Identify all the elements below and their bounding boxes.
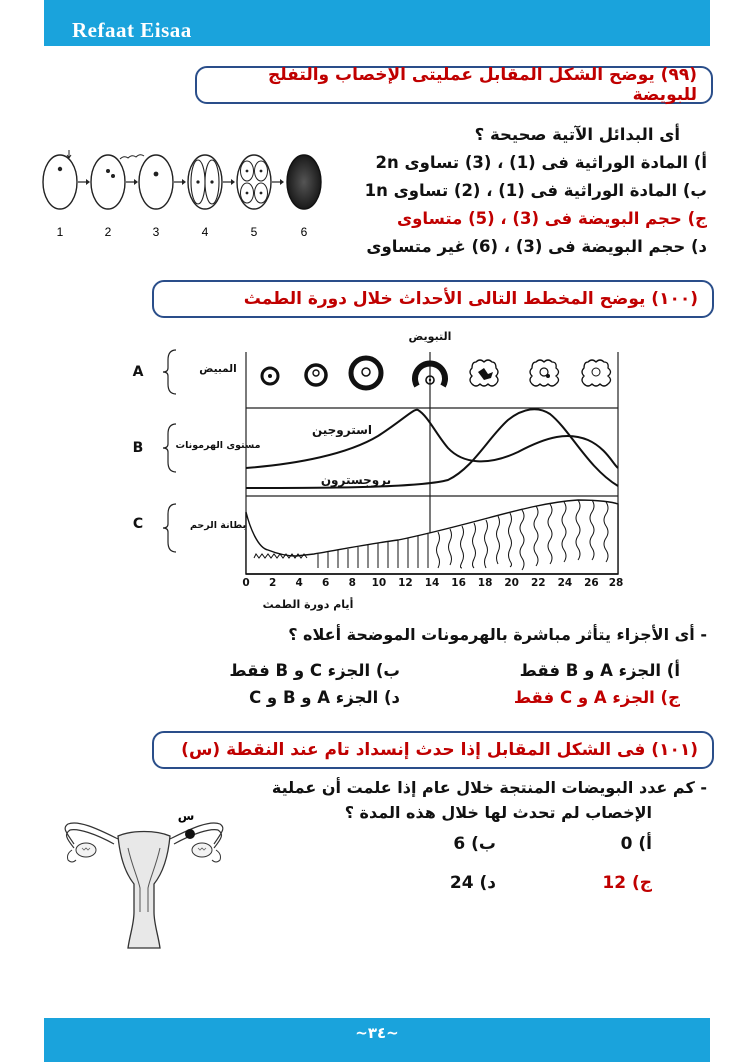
footer-bar bbox=[44, 1018, 710, 1062]
cell-6 bbox=[287, 155, 321, 209]
q99-option-c: ج) حجم البويضة فى (3) ، (5) متساوى bbox=[397, 209, 707, 228]
tick-18: 18 bbox=[477, 577, 493, 589]
tick-26: 26 bbox=[584, 577, 599, 589]
cell-3 bbox=[139, 155, 173, 209]
progesterone-curve bbox=[246, 409, 618, 488]
cell-label-2: 2 bbox=[104, 225, 112, 239]
tick-8: 8 bbox=[348, 577, 356, 589]
ovulation-label: التبويض bbox=[408, 330, 452, 343]
row-label-hormones: مستوى الهرمونات bbox=[175, 440, 261, 451]
cell-label-3: 3 bbox=[152, 225, 160, 239]
row-letter-c: C bbox=[132, 516, 144, 532]
q100-title: (١٠٠) يوضح المخطط التالى الأحداث خلال دورة الطمث bbox=[243, 289, 698, 309]
cell-5 bbox=[237, 155, 271, 209]
q99-prompt: أى البدائل الآتية صحيحة ؟ bbox=[474, 125, 680, 144]
tick-20: 20 bbox=[504, 577, 520, 589]
q101-option-c: ج) 12 bbox=[602, 873, 652, 893]
row-letter-a: A bbox=[132, 364, 144, 380]
tick-2: 2 bbox=[268, 577, 277, 589]
tick-22: 22 bbox=[530, 577, 546, 589]
menstrual-cycle-diagram bbox=[118, 328, 628, 614]
female-reproductive-figure bbox=[56, 808, 232, 958]
header-title: Refaat Eisaa bbox=[72, 18, 192, 42]
q100-option-b: ب) الجزء C و B فقط bbox=[229, 661, 400, 680]
progesterone-label: بروجسترون bbox=[320, 473, 392, 487]
estrogen-curve bbox=[246, 410, 618, 468]
cell-label-4: 4 bbox=[201, 225, 209, 239]
q100-title-box bbox=[152, 280, 714, 318]
cell-label-6: 6 bbox=[300, 225, 308, 239]
point-s-label: س bbox=[177, 809, 195, 823]
q100-option-d: د) الجزء A و B و C bbox=[249, 688, 400, 707]
q99-option-d: د) حجم البويضة فى (3) ، (6) غير متساوى bbox=[366, 237, 707, 256]
row-letter-b: B bbox=[132, 440, 144, 456]
follicle-stages bbox=[262, 358, 611, 388]
q100-option-a: أ) الجزء A و B فقط bbox=[519, 661, 680, 680]
q101-title: (١٠١) فى الشكل المقابل إذا حدث إنسداد تام عند النقطة (س) bbox=[181, 740, 698, 760]
q99-title-box bbox=[195, 66, 713, 104]
tick-0: 0 bbox=[242, 577, 250, 589]
point-s-marker bbox=[185, 829, 195, 839]
q99-cleavage-figure bbox=[38, 146, 338, 240]
row-label-ovary: المبيض bbox=[199, 363, 237, 375]
q101-option-b: ب) 6 bbox=[453, 834, 496, 854]
tick-24: 24 bbox=[557, 577, 573, 589]
axis-ticks bbox=[242, 577, 623, 589]
cell-2 bbox=[91, 155, 125, 209]
tick-28: 28 bbox=[608, 577, 624, 589]
cell-label-1: 1 bbox=[56, 225, 64, 239]
q101-option-a: أ) 0 bbox=[620, 834, 652, 854]
page-number: ~٣٤~ bbox=[355, 1024, 399, 1042]
endometrium-lining bbox=[246, 500, 618, 574]
tick-16: 16 bbox=[451, 577, 466, 589]
q99-option-a: أ) المادة الوراثية فى (1) ، (3) تساوى 2n bbox=[375, 153, 707, 172]
q101-option-d: د) 24 bbox=[449, 873, 496, 893]
tick-10: 10 bbox=[371, 577, 387, 589]
q100-option-c: ج) الجزء A و C فقط bbox=[513, 688, 680, 707]
cell-1 bbox=[43, 155, 77, 209]
tick-14: 14 bbox=[424, 577, 440, 589]
q99-option-b: ب) المادة الوراثية فى (1) ، (2) تساوى 1n bbox=[364, 181, 707, 200]
tick-6: 6 bbox=[322, 577, 330, 589]
axis-title: أيام دورة الطمث bbox=[262, 598, 354, 611]
cell-label-5: 5 bbox=[250, 225, 258, 239]
q101-prompt-line2: الإخصاب لم تحدث لها خلال هذه المدة ؟ bbox=[344, 803, 652, 822]
q101-title-box bbox=[152, 731, 714, 769]
q101-prompt-line1: - كم عدد البويضات المنتجة خلال عام إذا علمت أن عملية bbox=[271, 778, 707, 797]
q99-title: (٩٩) يوضح الشكل المقابل عمليتى الإخصاب والتفلج للبويضة bbox=[267, 65, 697, 105]
tick-4: 4 bbox=[295, 577, 303, 589]
tick-12: 12 bbox=[398, 577, 413, 589]
q100-prompt: - أى الأجزاء يتأثر مباشرة بالهرمونات الموضحة أعلاه ؟ bbox=[288, 625, 707, 644]
row-label-endometrium: بطانة الرحم bbox=[189, 520, 247, 531]
estrogen-label: استروجين bbox=[311, 423, 373, 437]
